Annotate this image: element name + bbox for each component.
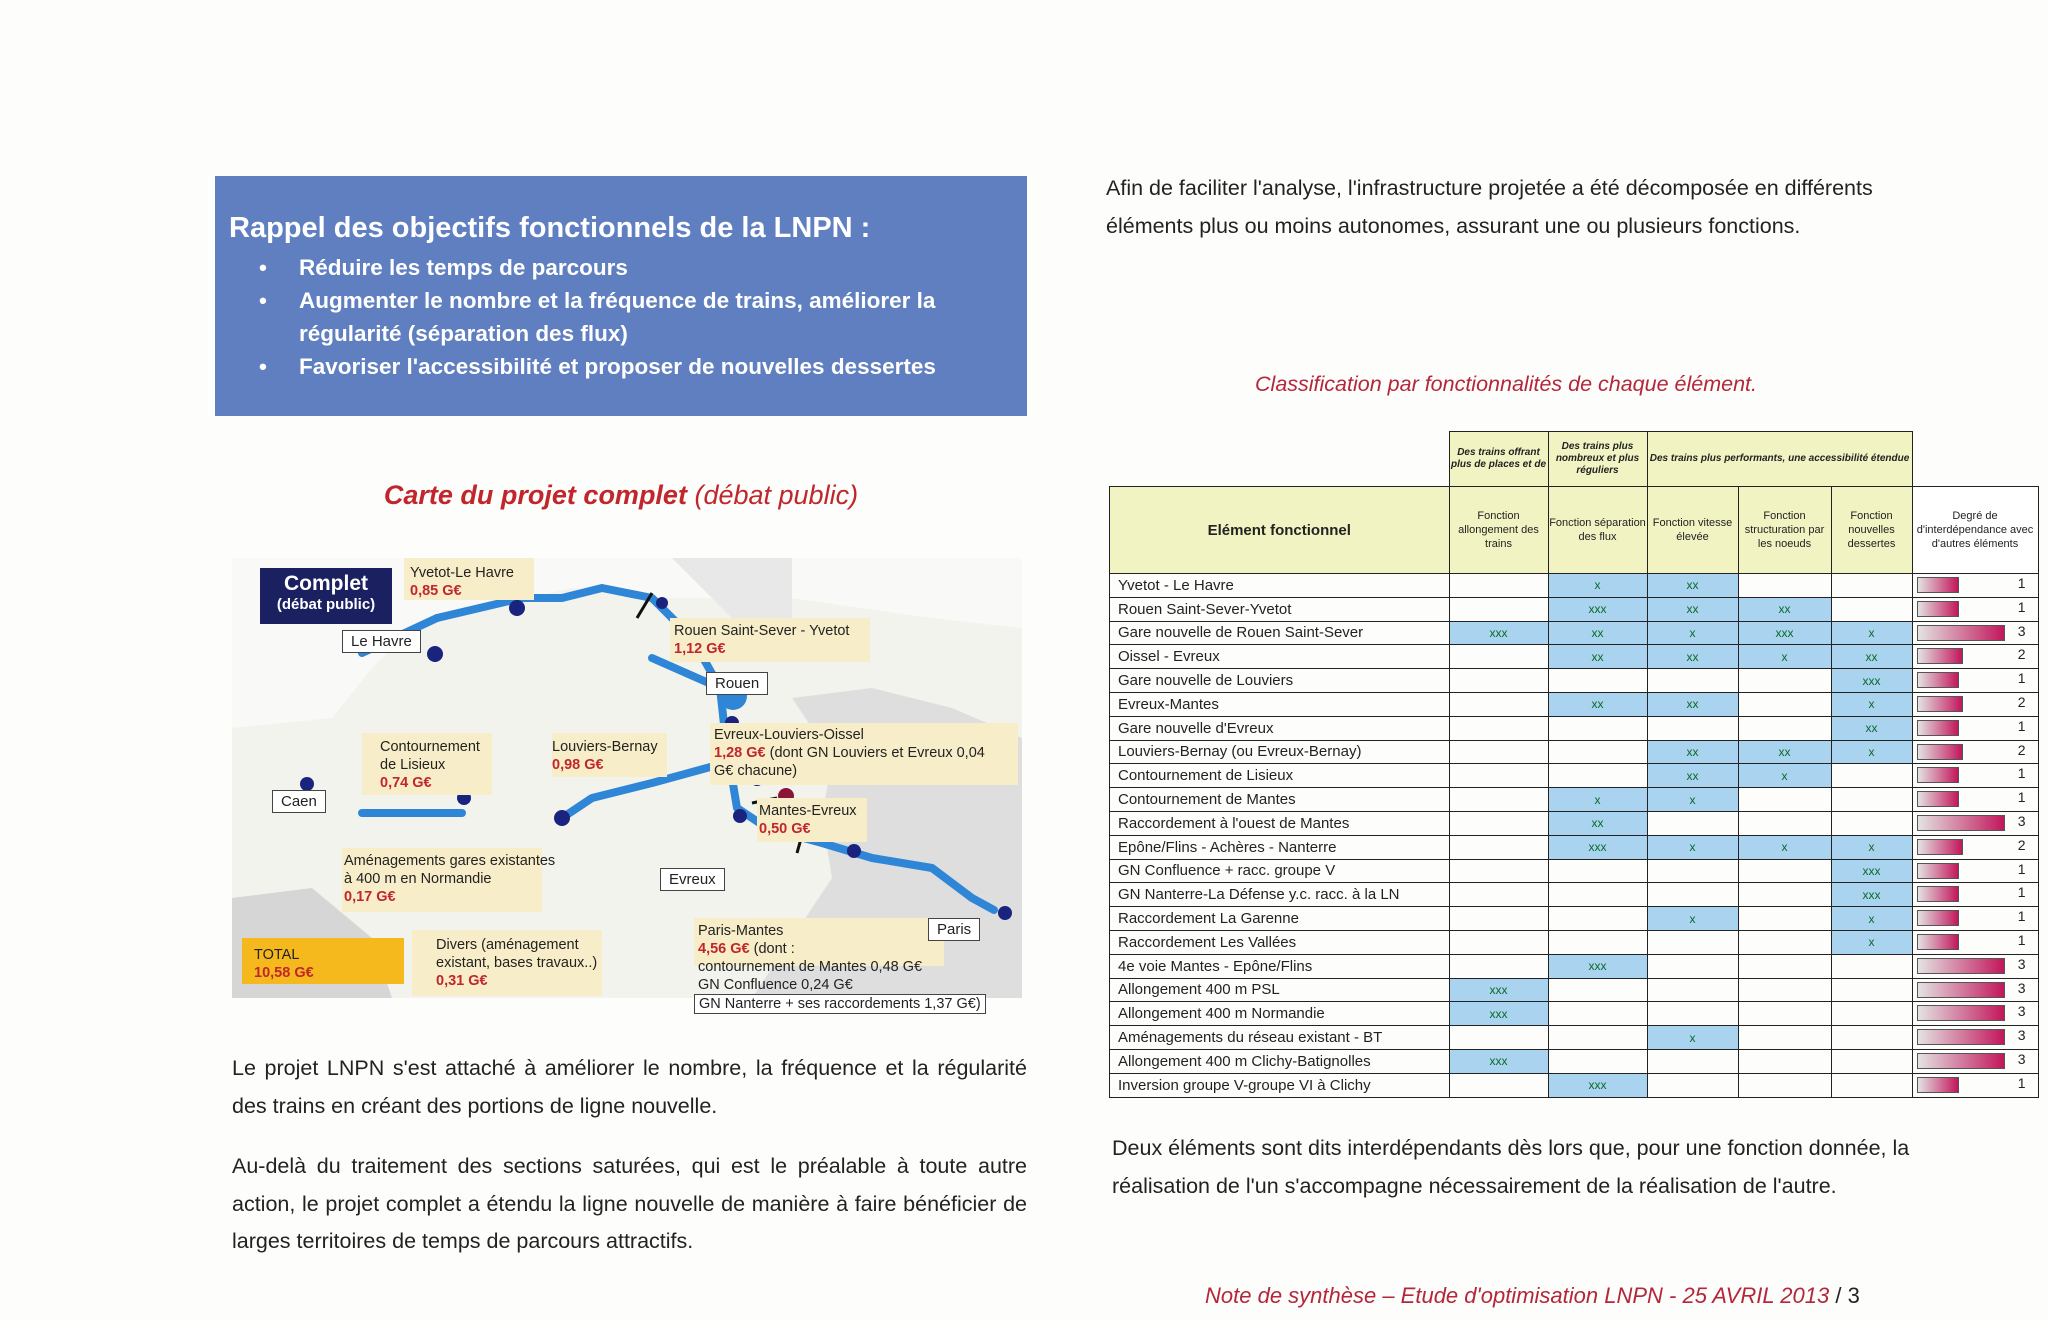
function-cell bbox=[1449, 669, 1548, 693]
function-cell: xx bbox=[1548, 645, 1647, 669]
objectives-list bbox=[229, 251, 1013, 383]
degree-value: 2 bbox=[2017, 646, 2026, 663]
function-cell: x bbox=[1548, 788, 1647, 812]
label-evreux-lo-name: Evreux-Louviers-Oissel bbox=[714, 727, 864, 743]
function-cell bbox=[1738, 788, 1831, 812]
label-yvetot-cost: 0,85 G€ bbox=[410, 583, 462, 599]
degree-value: 1 bbox=[2017, 884, 2026, 901]
row-element-name: Raccordement Les Vallées bbox=[1110, 930, 1450, 954]
function-cell: xx bbox=[1831, 645, 1912, 669]
city-evreux: Evreux bbox=[660, 868, 725, 891]
city-le-havre: Le Havre bbox=[342, 630, 421, 653]
label-paris-mantes-name: Paris-Mantes bbox=[698, 923, 784, 939]
function-cell bbox=[1738, 954, 1831, 978]
function-cell: xx bbox=[1647, 645, 1738, 669]
label-total bbox=[254, 946, 314, 982]
degree-bar bbox=[1917, 767, 1959, 783]
table-row bbox=[1110, 859, 2039, 883]
function-cell: x bbox=[1647, 907, 1738, 931]
degree-bar bbox=[1917, 720, 1959, 736]
function-cell bbox=[1647, 954, 1738, 978]
degree-cell bbox=[1912, 645, 2038, 669]
classification-table bbox=[1109, 431, 2039, 1098]
label-evreux-lo-cost: 1,28 G€ bbox=[714, 745, 766, 761]
label-yvetot bbox=[410, 564, 514, 600]
degree-cell bbox=[1912, 835, 2038, 859]
table-row bbox=[1110, 811, 2039, 835]
function-cell bbox=[1647, 1002, 1738, 1026]
function-cell bbox=[1831, 788, 1912, 812]
table-row bbox=[1110, 1073, 2039, 1097]
paragraph-left-1: Le projet LNPN s'est attaché à améliorer le nombre, la fréquence et la régularité des trains en créant des portions de ligne nouvelle. bbox=[232, 1056, 1027, 1118]
function-cell: xx bbox=[1647, 597, 1738, 621]
degree-value: 1 bbox=[2017, 598, 2026, 615]
function-cell bbox=[1548, 764, 1647, 788]
table-corner-right bbox=[1912, 432, 2038, 487]
function-cell bbox=[1647, 1073, 1738, 1097]
function-cell bbox=[1548, 1026, 1647, 1050]
row-element-name: Raccordement La Garenne bbox=[1110, 907, 1450, 931]
label-paris-mantes-d2: contournement de Mantes 0,48 G€ bbox=[698, 959, 923, 975]
paragraph-right-2: Deux éléments sont dits interdépendants dès lors que, pour une fonction donnée, la réalisation de l'un s'accompagne nécessairement de la réalisation de l'autre. bbox=[1112, 1136, 1910, 1198]
objective-item: • Favoriser l'accessibilité et proposer de nouvelles dessertes bbox=[299, 350, 1013, 383]
row-element-name: Epône/Flins - Achères - Nanterre bbox=[1110, 835, 1450, 859]
function-cell: x bbox=[1647, 1026, 1738, 1050]
function-cell bbox=[1449, 574, 1548, 598]
col-header-1: Fonction allongement des trains bbox=[1449, 487, 1548, 574]
row-element-name: Oissel - Evreux bbox=[1110, 645, 1450, 669]
project-map bbox=[232, 558, 1022, 1012]
col-header-3: Fonction vitesse élevée bbox=[1647, 487, 1738, 574]
row-element-name: Allongement 400 m PSL bbox=[1110, 978, 1450, 1002]
label-lisieux-name1: Contournement bbox=[380, 739, 480, 755]
function-cell bbox=[1449, 954, 1548, 978]
city-paris: Paris bbox=[928, 918, 980, 941]
function-cell bbox=[1449, 645, 1548, 669]
function-cell bbox=[1647, 978, 1738, 1002]
paragraph-left-2: Au-delà du traitement des sections saturées, qui est le préalable à toute autre action, le projet complet a étendu la ligne nouvelle de manière à faire bénéficier de larges territoires de temps de parcours attractifs. bbox=[232, 1154, 1027, 1253]
function-cell bbox=[1449, 788, 1548, 812]
label-mantes-evreux-cost: 0,50 G€ bbox=[759, 821, 811, 837]
degree-bar bbox=[1917, 1053, 2005, 1069]
degree-cell bbox=[1912, 883, 2038, 907]
degree-bar bbox=[1917, 982, 2005, 998]
table-corner bbox=[1110, 432, 1450, 487]
degree-cell bbox=[1912, 597, 2038, 621]
row-element-name: Inversion groupe V-groupe VI à Clichy bbox=[1110, 1073, 1450, 1097]
label-evreux-lo bbox=[714, 726, 985, 780]
table-title: Classification par fonctionnalités de chaque élément. bbox=[1255, 372, 1757, 396]
degree-value: 3 bbox=[2017, 955, 2026, 972]
function-cell: xx bbox=[1647, 574, 1738, 598]
table-row bbox=[1110, 883, 2039, 907]
function-cell: xxx bbox=[1449, 1002, 1548, 1026]
function-cell: xx bbox=[1548, 692, 1647, 716]
function-cell bbox=[1548, 1049, 1647, 1073]
function-cell: x bbox=[1831, 835, 1912, 859]
degree-bar bbox=[1917, 839, 1963, 855]
degree-bar bbox=[1917, 863, 1959, 879]
function-cell: xx bbox=[1831, 716, 1912, 740]
degree-bar bbox=[1917, 696, 1963, 712]
function-cell: xxx bbox=[1831, 669, 1912, 693]
function-cell: xxx bbox=[1831, 883, 1912, 907]
function-cell bbox=[1738, 1002, 1831, 1026]
label-evreux-lo-detail: (dont GN Louviers et Evreux 0,04 bbox=[769, 745, 985, 761]
degree-value: 2 bbox=[2017, 693, 2026, 710]
function-cell: xxx bbox=[1548, 954, 1647, 978]
function-cell bbox=[1738, 1026, 1831, 1050]
map-badge bbox=[260, 568, 392, 624]
degree-bar bbox=[1917, 672, 1959, 688]
col-header-5: Fonction nouvelles dessertes bbox=[1831, 487, 1912, 574]
function-cell bbox=[1831, 1026, 1912, 1050]
function-cell: xx bbox=[1647, 764, 1738, 788]
function-cell: x bbox=[1738, 645, 1831, 669]
degree-cell bbox=[1912, 764, 2038, 788]
degree-value: 3 bbox=[2017, 1050, 2026, 1067]
label-louviers bbox=[552, 738, 658, 774]
degree-value: 3 bbox=[2017, 979, 2026, 996]
degree-cell bbox=[1912, 574, 2038, 598]
table-row bbox=[1110, 740, 2039, 764]
function-cell: x bbox=[1831, 907, 1912, 931]
degree-value: 1 bbox=[2017, 931, 2026, 948]
degree-cell bbox=[1912, 978, 2038, 1002]
degree-cell bbox=[1912, 954, 2038, 978]
table-row bbox=[1110, 621, 2039, 645]
function-cell bbox=[1831, 1073, 1912, 1097]
label-amenag-name1: Aménagements gares existantes bbox=[344, 853, 556, 869]
function-cell bbox=[1647, 883, 1738, 907]
degree-bar bbox=[1917, 815, 2005, 831]
label-amenag bbox=[344, 852, 555, 906]
function-cell bbox=[1738, 716, 1831, 740]
degree-value: 1 bbox=[2017, 1074, 2026, 1091]
row-element-name: Gare nouvelle d'Evreux bbox=[1110, 716, 1450, 740]
table-row bbox=[1110, 764, 2039, 788]
function-cell: xxx bbox=[1548, 1073, 1647, 1097]
function-cell bbox=[1449, 883, 1548, 907]
function-cell: xx bbox=[1738, 740, 1831, 764]
label-divers-cost: 0,31 G€ bbox=[436, 973, 488, 989]
label-lisieux bbox=[380, 738, 480, 792]
function-cell: x bbox=[1647, 788, 1738, 812]
function-cell bbox=[1831, 574, 1912, 598]
objective-item: • Augmenter le nombre et la fréquence de trains, améliorer la régularité (séparation des flux) bbox=[299, 284, 1013, 350]
super-header-3: Des trains plus performants, une accessibilité étendue bbox=[1647, 432, 1912, 487]
paragraph-right-1: Afin de faciliter l'analyse, l'infrastructure projetée a été décomposée en différents éléments plus ou moins autonomes, assurant une ou plusieurs fonctions. bbox=[1106, 176, 1873, 238]
function-cell bbox=[1449, 930, 1548, 954]
function-cell bbox=[1548, 930, 1647, 954]
function-cell bbox=[1449, 1073, 1548, 1097]
function-cell bbox=[1449, 907, 1548, 931]
table-row bbox=[1110, 1026, 2039, 1050]
degree-cell bbox=[1912, 669, 2038, 693]
function-cell bbox=[1738, 883, 1831, 907]
table-row bbox=[1110, 930, 2039, 954]
function-cell bbox=[1831, 764, 1912, 788]
degree-bar bbox=[1917, 791, 1959, 807]
function-cell: x bbox=[1831, 930, 1912, 954]
table-row bbox=[1110, 835, 2039, 859]
map-title-main: Carte du projet complet bbox=[383, 480, 687, 510]
function-cell bbox=[1449, 1026, 1548, 1050]
function-cell bbox=[1831, 1002, 1912, 1026]
page-number: / 3 bbox=[1835, 1283, 1860, 1308]
function-cell bbox=[1647, 930, 1738, 954]
function-cell: x bbox=[1647, 835, 1738, 859]
degree-value: 1 bbox=[2017, 860, 2026, 877]
row-element-name: GN Confluence + racc. groupe V bbox=[1110, 859, 1450, 883]
label-mantes-evreux-name: Mantes-Evreux bbox=[759, 803, 857, 819]
map-title-sub: (débat public) bbox=[694, 480, 859, 510]
function-cell bbox=[1449, 716, 1548, 740]
function-cell: xx bbox=[1738, 597, 1831, 621]
label-paris-mantes-d4: GN Nanterre + ses raccordements 1,37 G€) bbox=[694, 994, 986, 1014]
function-cell bbox=[1738, 978, 1831, 1002]
col-header-4: Fonction structuration par les noeuds bbox=[1738, 487, 1831, 574]
degree-cell bbox=[1912, 1026, 2038, 1050]
function-cell bbox=[1738, 1049, 1831, 1073]
degree-bar bbox=[1917, 744, 1963, 760]
label-divers-name1: Divers (aménagement bbox=[436, 937, 579, 953]
table-row bbox=[1110, 1002, 2039, 1026]
label-total-cost: 10,58 G€ bbox=[254, 965, 314, 981]
degree-bar bbox=[1917, 1029, 2005, 1045]
degree-value: 1 bbox=[2017, 670, 2026, 687]
function-cell: xxx bbox=[1548, 597, 1647, 621]
degree-value: 2 bbox=[2017, 836, 2026, 853]
table-row bbox=[1110, 978, 2039, 1002]
function-cell bbox=[1738, 669, 1831, 693]
col-header-2: Fonction séparation des flux bbox=[1548, 487, 1647, 574]
table-row bbox=[1110, 716, 2039, 740]
function-cell bbox=[1738, 1073, 1831, 1097]
row-element-name: GN Nanterre-La Défense y.c. racc. à la LN bbox=[1110, 883, 1450, 907]
degree-value: 2 bbox=[2017, 741, 2026, 758]
degree-value: 1 bbox=[2017, 789, 2026, 806]
function-cell bbox=[1449, 811, 1548, 835]
table-row bbox=[1110, 1049, 2039, 1073]
table-row bbox=[1110, 574, 2039, 598]
objectives-title: Rappel des objectifs fonctionnels de la LNPN : bbox=[229, 212, 871, 244]
degree-value: 3 bbox=[2017, 1027, 2026, 1044]
function-cell bbox=[1831, 954, 1912, 978]
function-cell: x bbox=[1831, 740, 1912, 764]
function-cell: xx bbox=[1647, 740, 1738, 764]
function-cell bbox=[1647, 1049, 1738, 1073]
label-amenag-name2: à 400 m en Normandie bbox=[344, 871, 492, 887]
function-cell bbox=[1831, 978, 1912, 1002]
super-header-2: Des trains plus nombreux et plus réguliers bbox=[1548, 432, 1647, 487]
function-cell bbox=[1449, 740, 1548, 764]
function-cell: xx bbox=[1548, 811, 1647, 835]
degree-cell bbox=[1912, 859, 2038, 883]
function-cell bbox=[1647, 669, 1738, 693]
row-element-name: Allongement 400 m Normandie bbox=[1110, 1002, 1450, 1026]
page-footer bbox=[1205, 1283, 1860, 1309]
city-caen: Caen bbox=[272, 790, 326, 813]
function-cell: x bbox=[1738, 764, 1831, 788]
function-cell bbox=[1449, 692, 1548, 716]
table-row bbox=[1110, 954, 2039, 978]
degree-cell bbox=[1912, 907, 2038, 931]
objective-item: • Réduire les temps de parcours bbox=[299, 251, 1013, 284]
function-cell bbox=[1738, 574, 1831, 598]
row-element-name: Raccordement à l'ouest de Mantes bbox=[1110, 811, 1450, 835]
degree-cell bbox=[1912, 621, 2038, 645]
degree-cell bbox=[1912, 692, 2038, 716]
function-cell bbox=[1738, 907, 1831, 931]
row-element-name: Yvetot - Le Havre bbox=[1110, 574, 1450, 598]
degree-cell bbox=[1912, 1049, 2038, 1073]
function-cell bbox=[1548, 907, 1647, 931]
table-row bbox=[1110, 669, 2039, 693]
table-row bbox=[1110, 788, 2039, 812]
function-cell: xx bbox=[1548, 621, 1647, 645]
function-cell: xx bbox=[1647, 692, 1738, 716]
row-element-name: Gare nouvelle de Rouen Saint-Sever bbox=[1110, 621, 1450, 645]
table-row bbox=[1110, 692, 2039, 716]
function-cell: x bbox=[1548, 574, 1647, 598]
table-row bbox=[1110, 645, 2039, 669]
table-row bbox=[1110, 907, 2039, 931]
label-lisieux-name2: de Lisieux bbox=[380, 757, 446, 773]
function-cell bbox=[1738, 859, 1831, 883]
function-cell: x bbox=[1831, 692, 1912, 716]
label-lisieux-cost: 0,74 G€ bbox=[380, 775, 432, 791]
degree-bar bbox=[1917, 1005, 2005, 1021]
function-cell bbox=[1449, 597, 1548, 621]
row-element-name: Gare nouvelle de Louviers bbox=[1110, 669, 1450, 693]
row-element-name: Evreux-Mantes bbox=[1110, 692, 1450, 716]
label-yvetot-name: Yvetot-Le Havre bbox=[410, 565, 514, 581]
map-title bbox=[215, 480, 1027, 511]
degree-cell bbox=[1912, 1002, 2038, 1026]
degree-bar bbox=[1917, 601, 1959, 617]
function-cell bbox=[1647, 716, 1738, 740]
badge-line2: (débat public) bbox=[276, 596, 376, 613]
function-cell bbox=[1831, 811, 1912, 835]
degree-cell bbox=[1912, 930, 2038, 954]
degree-bar bbox=[1917, 625, 2005, 641]
function-cell: xxx bbox=[1449, 978, 1548, 1002]
label-divers bbox=[436, 936, 597, 990]
function-cell: xxx bbox=[1449, 621, 1548, 645]
row-element-name: 4e voie Mantes - Epône/Flins bbox=[1110, 954, 1450, 978]
label-rouen-ss bbox=[674, 622, 849, 658]
function-cell bbox=[1548, 740, 1647, 764]
degree-cell bbox=[1912, 740, 2038, 764]
city-rouen: Rouen bbox=[706, 672, 768, 695]
degree-value: 1 bbox=[2017, 717, 2026, 734]
degree-bar bbox=[1917, 577, 1959, 593]
function-cell bbox=[1738, 930, 1831, 954]
function-cell bbox=[1738, 692, 1831, 716]
degree-cell bbox=[1912, 811, 2038, 835]
degree-cell bbox=[1912, 788, 2038, 812]
degree-bar bbox=[1917, 934, 1959, 950]
element-header: Elément fonctionnel bbox=[1110, 487, 1450, 574]
label-mantes-evreux bbox=[759, 802, 857, 838]
label-louviers-cost: 0,98 G€ bbox=[552, 757, 604, 773]
degree-value: 3 bbox=[2017, 1003, 2026, 1020]
row-element-name: Aménagements du réseau existant - BT bbox=[1110, 1026, 1450, 1050]
table-row bbox=[1110, 597, 2039, 621]
function-cell: xxx bbox=[1831, 859, 1912, 883]
function-cell: x bbox=[1647, 621, 1738, 645]
function-cell bbox=[1449, 859, 1548, 883]
degree-value: 3 bbox=[2017, 622, 2026, 639]
footer-text: Note de synthèse – Etude d'optimisation LNPN - 25 AVRIL 2013 bbox=[1205, 1283, 1830, 1308]
function-cell bbox=[1449, 835, 1548, 859]
function-cell: xxx bbox=[1449, 1049, 1548, 1073]
row-element-name: Louviers-Bernay (ou Evreux-Bernay) bbox=[1110, 740, 1450, 764]
degree-value: 1 bbox=[2017, 575, 2026, 591]
function-cell: xxx bbox=[1548, 835, 1647, 859]
degree-value: 3 bbox=[2017, 812, 2026, 829]
degree-bar bbox=[1917, 958, 2005, 974]
function-cell bbox=[1831, 1049, 1912, 1073]
degree-bar bbox=[1917, 648, 1963, 664]
function-cell: x bbox=[1831, 621, 1912, 645]
function-cell bbox=[1548, 1002, 1647, 1026]
super-header-1: Des trains offrant plus de places et de bbox=[1449, 432, 1548, 487]
function-cell bbox=[1647, 811, 1738, 835]
function-cell: xxx bbox=[1738, 621, 1831, 645]
label-louviers-name: Louviers-Bernay bbox=[552, 739, 658, 755]
degree-cell bbox=[1912, 1073, 2038, 1097]
row-element-name: Rouen Saint-Sever-Yvetot bbox=[1110, 597, 1450, 621]
row-element-name: Contournement de Lisieux bbox=[1110, 764, 1450, 788]
degree-header: Degré de d'interdépendance avec d'autres éléments bbox=[1912, 487, 2038, 574]
badge-line1: Complet bbox=[284, 572, 368, 595]
function-cell bbox=[1548, 978, 1647, 1002]
label-paris-mantes-cost: 4,56 G€ bbox=[698, 941, 750, 957]
degree-value: 1 bbox=[2017, 765, 2026, 782]
objectives-box bbox=[215, 176, 1027, 416]
function-cell bbox=[1647, 859, 1738, 883]
label-divers-name2: existant, bases travaux..) bbox=[436, 955, 598, 971]
label-amenag-cost: 0,17 G€ bbox=[344, 889, 396, 905]
function-cell bbox=[1831, 597, 1912, 621]
function-cell: x bbox=[1738, 835, 1831, 859]
row-element-name: Allongement 400 m Clichy-Batignolles bbox=[1110, 1049, 1450, 1073]
function-cell bbox=[1738, 811, 1831, 835]
degree-value: 1 bbox=[2017, 908, 2026, 925]
degree-cell bbox=[1912, 716, 2038, 740]
label-evreux-lo-detail2: G€ chacune) bbox=[714, 763, 798, 779]
function-cell bbox=[1548, 669, 1647, 693]
row-element-name: Contournement de Mantes bbox=[1110, 788, 1450, 812]
label-paris-mantes-d1: (dont : bbox=[753, 941, 795, 957]
label-rouen-ss-cost: 1,12 G€ bbox=[674, 641, 726, 657]
function-cell bbox=[1449, 764, 1548, 788]
degree-bar bbox=[1917, 1077, 1959, 1093]
label-paris-mantes-d3: GN Confluence 0,24 G€ bbox=[698, 977, 853, 993]
degree-bar bbox=[1917, 886, 1959, 902]
label-rouen-ss-name: Rouen Saint-Sever - Yvetot bbox=[674, 623, 850, 639]
function-cell bbox=[1548, 859, 1647, 883]
function-cell bbox=[1548, 883, 1647, 907]
label-total-name: TOTAL bbox=[254, 947, 300, 963]
degree-bar bbox=[1917, 910, 1959, 926]
function-cell bbox=[1548, 716, 1647, 740]
